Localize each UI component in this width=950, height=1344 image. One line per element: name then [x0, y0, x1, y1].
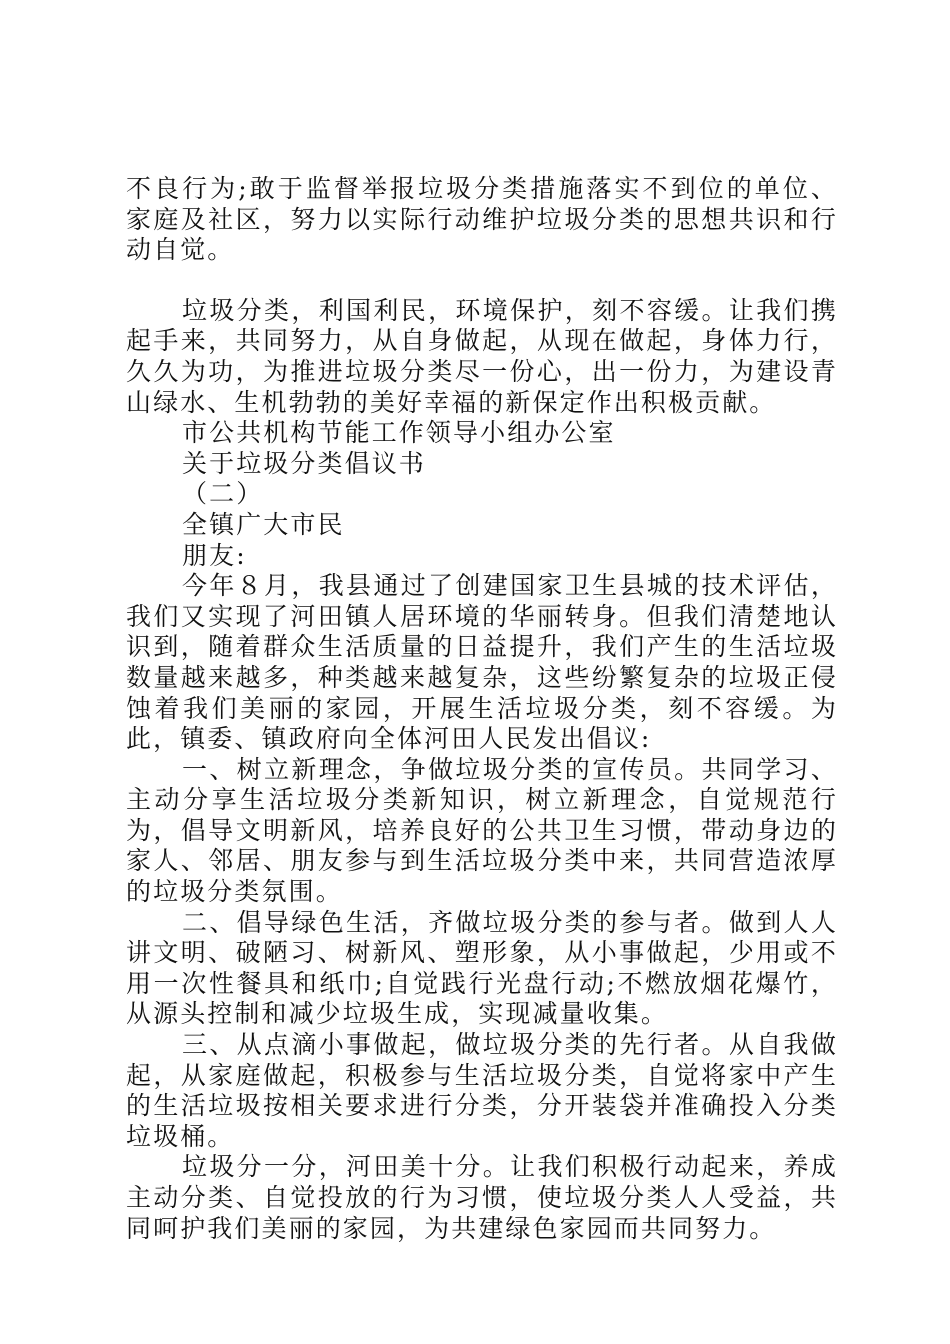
paragraph-continuation: 不良行为;敢于监督举报垃圾分类措施落实不到位的单位、家庭及社区，努力以实际行动维护垃圾分类的思想共识和行动自觉。 [126, 174, 838, 265]
document-body [126, 174, 838, 1244]
salutation-line-1: 全镇广大市民 [182, 509, 345, 539]
paragraph-closing: 垃圾分一分，河田美十分。让我们积极行动起来，养成主动分类、自觉投放的行为习惯，使垃圾分类人人受益，共同呵护我们美丽的家园，为共建绿色家园而共同努力。 [126, 1152, 838, 1243]
paragraph-point-2: 二、倡导绿色生活，齐做垃圾分类的参与者。做到人人讲文明、破陋习、树新风、塑形象，从小事做起，少用或不用一次性餐具和纸巾;自觉践行光盘行动;不燃放烟花爆竹，从源头控制和减少垃圾生成，实现减量收集。 [126, 907, 838, 1029]
signature-office: 市公共机构节能工作领导小组办公室 [182, 418, 616, 448]
paragraph-point-3: 三、从点滴小事做起，做垃圾分类的先行者。从自我做起，从家庭做起，积极参与生活垃圾分类，自觉将家中产生的生活垃圾按相关要求进行分类，分开装袋并准确投入分类垃圾桶。 [126, 1030, 838, 1151]
paragraph-intro: 今年８月，我县通过了创建国家卫生县城的技术评估，我们又实现了河田镇人居环境的华丽转身。但我们清楚地认识到，随着群众生活质量的日益提升，我们产生的生活垃圾数量越来越多，种类越来越复杂，这些纷繁复杂的垃圾正侵蚀着我们美丽的家园，开展生活垃圾分类，刻不容缓。为此，镇委、镇政府向全体河田人民发出倡议: [126, 571, 838, 754]
section-number: （二） [182, 479, 264, 509]
document-title: 关于垃圾分类倡议书 [182, 448, 426, 478]
salutation-line-2: 朋友: [182, 540, 247, 570]
paragraph-point-1: 一、树立新理念，争做垃圾分类的宣传员。共同学习、主动分享生活垃圾分类新知识，树立新理念，自觉规范行为，倡导文明新风，培养良好的公共卫生习惯，带动身边的家人、邻居、朋友参与到生活垃圾分类中来，共同营造浓厚的垃圾分类氛围。 [126, 754, 838, 907]
paragraph-gap [126, 266, 838, 296]
paragraph-call-to-action: 垃圾分类，利国利民，环境保护，刻不容缓。让我们携起手来，共同努力，从自身做起，从现在做起，身体力行，久久为功，为推进垃圾分类尽一份心，出一份力，为建设青山绿水、生机勃勃的美好幸福的新保定作出积极贡献。 [126, 295, 838, 417]
